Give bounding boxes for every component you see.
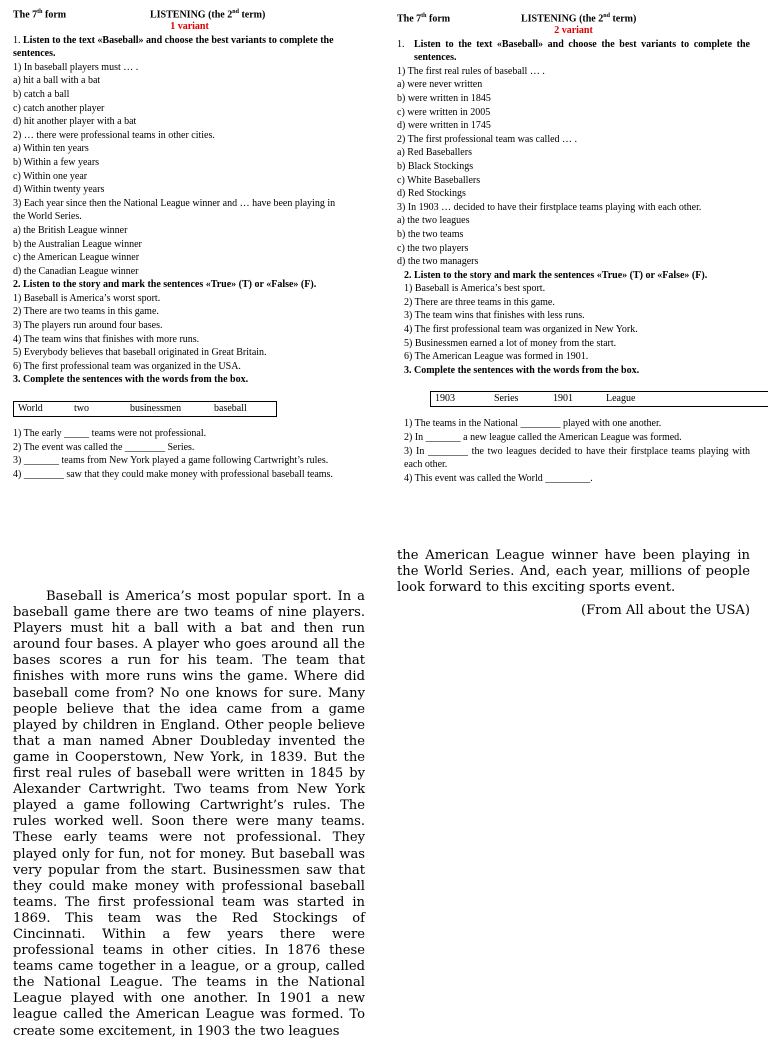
box-word: 1901	[553, 393, 573, 405]
box-word: World	[18, 403, 43, 415]
task-number: 1.	[13, 34, 21, 46]
variant-1-header	[13, 0, 366, 21]
question-line: the World Series.	[13, 211, 82, 223]
question-line: a) were never written	[397, 79, 483, 91]
question-line: 4) The team wins that finishes with more runs.	[13, 333, 200, 345]
question-line: c) the two players	[397, 242, 469, 254]
question-line: 1) The early _____ teams were not professional.	[13, 428, 207, 440]
form-label: The 7th form	[13, 9, 67, 21]
question-line: c) were written in 2005	[397, 106, 491, 118]
task2-lines	[397, 282, 750, 364]
box-word: baseball	[214, 403, 247, 415]
variant-1-column	[13, 0, 366, 481]
question-line: d) the two managers	[397, 256, 479, 268]
test-title: LISTENING (the 2nd term)	[150, 9, 266, 21]
task2-heading: 2. Listen to the story and mark the sentences «True» (T) or «False» (F).	[404, 269, 708, 281]
question-line: d) hit another player with a bat	[13, 116, 137, 128]
question-line: 4) This event was called the World _________.	[404, 472, 593, 484]
question-line: a) the British League winner	[13, 224, 128, 236]
question-line: 2) There are two teams in this game.	[13, 306, 159, 318]
question-line: b) Within a few years	[13, 156, 100, 168]
question-line: 4) ________ saw that they could make money with professional baseball teams.	[13, 468, 333, 480]
question-line: b) the two teams	[397, 228, 464, 240]
test-title: LISTENING (the 2nd term)	[521, 13, 637, 25]
question-line: 3) Each year since then the National League winner and … have been playing in	[13, 197, 336, 209]
word-box	[13, 401, 277, 417]
question-line: 2) The event was called the ________ Series.	[13, 441, 195, 453]
task1-lines	[13, 61, 366, 279]
question-line: d) were written in 1745	[397, 120, 491, 132]
question-line: d) Red Stockings	[397, 188, 466, 200]
story-text-ending: the American League winner have been playing in the World Series. And, each year, millions of people look forward to this exciting sports event.	[397, 548, 750, 596]
question-line: 3) _______ teams from New York played a game following Cartwright’s rules.	[13, 455, 329, 467]
question-line: a) the two leagues	[397, 215, 470, 227]
question-line: 1) In baseball players must … .	[13, 61, 139, 73]
variant-2-header	[397, 0, 750, 25]
task1-heading	[397, 38, 750, 65]
question-line: c) Within one year	[13, 170, 88, 182]
story-text-part-2	[397, 548, 750, 619]
question-line: 2) The first professional team was called … .	[397, 133, 578, 145]
question-line: 4) The first professional team was organized in New York.	[404, 324, 638, 336]
task3-heading: 3. Complete the sentences with the words from the box.	[404, 364, 640, 376]
question-line: d) the Canadian League winner	[13, 265, 139, 277]
question-line: 1) Baseball is America’s worst sport.	[13, 292, 161, 304]
box-word: Series	[494, 393, 519, 405]
variant-label: 1 variant	[170, 21, 209, 32]
question-line: 2) In _______ a new league called the American League was formed.	[404, 432, 682, 444]
question-line: 6) The American League was formed in 1901.	[404, 351, 589, 363]
question-line: 3) The players run around four bases.	[13, 320, 163, 332]
task1-heading-text: Listen to the text «Baseball» and choose the best variants to complete the sentences	[13, 34, 334, 60]
question-line: a) Within ten years	[13, 143, 89, 155]
question-line: 6) The first professional team was organized in the USA.	[13, 360, 241, 372]
question-line: c) White Baseballers	[397, 174, 481, 186]
question-line: 3) In ________ the two leagues decided to have their firstplace teams playing with each other.	[404, 445, 750, 471]
question-line: 2) … there were professional teams in other cities.	[13, 129, 215, 141]
variant-label: 2 variant	[554, 25, 593, 36]
question-line: a) hit a ball with a bat	[13, 75, 101, 87]
variant-2-column	[397, 0, 750, 485]
question-line: c) the American League winner	[13, 252, 140, 264]
question-line: 1) The first real rules of baseball … .	[397, 65, 545, 77]
box-word: League	[606, 393, 636, 405]
question-line: 2) There are three teams in this game.	[404, 296, 555, 308]
task-number: 1.	[397, 38, 405, 50]
task2-lines	[13, 292, 366, 374]
task3-lines	[13, 427, 366, 481]
form-label: The 7th form	[397, 13, 451, 25]
question-line: 1) Baseball is America’s best sport.	[404, 283, 546, 295]
box-word: businessmen	[130, 403, 182, 415]
question-line: 5) Everybody believes that baseball originated in Great Britain.	[13, 347, 267, 359]
task3-lines	[397, 417, 750, 485]
story-text-part-1: Baseball is America’s most popular sport. In a baseball game there are two teams of nine players. Players must hit a ball with a bat and then run around four bases. A player who goes around all the bases scores a run for his team. The team that finishes with more runs wins the game. Where did baseball come from? No one knows for sure. Many people believe that the idea came from a game played by children in England. Other people believe that a man named Abner Doubleday invented the game in Cooperstown, New York, in 1839. But the first real rules of baseball were written in 1845 by Alexander Cartwright. Two teams from New York played a game following Cartwright’s rules. The rules worked well. Soon there were many teams. These early teams were not professional. They played only for fun, not for money. But baseball was very popular from the start. Businessmen saw that they could make money with professional baseball teams. The first professional team was started in 1869. This team was the Red Stockings of Cincinnati. Within a few years there were professional teams in other cities. In 1876 these teams came together in a league, or a group, called the National League. The teams in the National League played with one another. In 1901 a new league called the American League was formed. To create some excitement, in 1903 the two leagues	[13, 589, 365, 1039]
task1-lines	[397, 65, 750, 269]
question-line: b) were written in 1845	[397, 92, 491, 104]
question-line: b) catch a ball	[13, 88, 70, 100]
task1-heading: 1. Listen to the text «Baseball» and choose the best variants to complete the sentences.	[13, 34, 334, 60]
question-line: 3) In 1903 … decided to have their firstplace teams playing with each other.	[397, 201, 702, 213]
question-line: c) catch another player	[13, 102, 105, 114]
question-line: 1) The teams in the National ________ played with one another.	[404, 418, 662, 430]
question-line: a) Red Baseballers	[397, 147, 472, 159]
task3-heading: 3. Complete the sentences with the words from the box.	[13, 374, 249, 386]
question-line: b) the Australian League winner	[13, 238, 142, 250]
task1-heading-text: Listen to the text «Baseball» and choose the best variants to complete the sentences.	[414, 38, 750, 64]
question-line: d) Within twenty years	[13, 184, 105, 196]
question-line: 5) Businessmen earned a lot of money from the start.	[404, 337, 617, 349]
question-line: b) Black Stockings	[397, 160, 474, 172]
story-source: (From All about the USA)	[580, 603, 750, 619]
box-word: two	[74, 403, 89, 415]
task2-heading: 2. Listen to the story and mark the sentences «True» (T) or «False» (F).	[13, 279, 317, 291]
question-line: 3) The team wins that finishes with less runs.	[404, 310, 585, 322]
word-box	[430, 391, 768, 407]
box-word: 1903	[435, 393, 455, 405]
